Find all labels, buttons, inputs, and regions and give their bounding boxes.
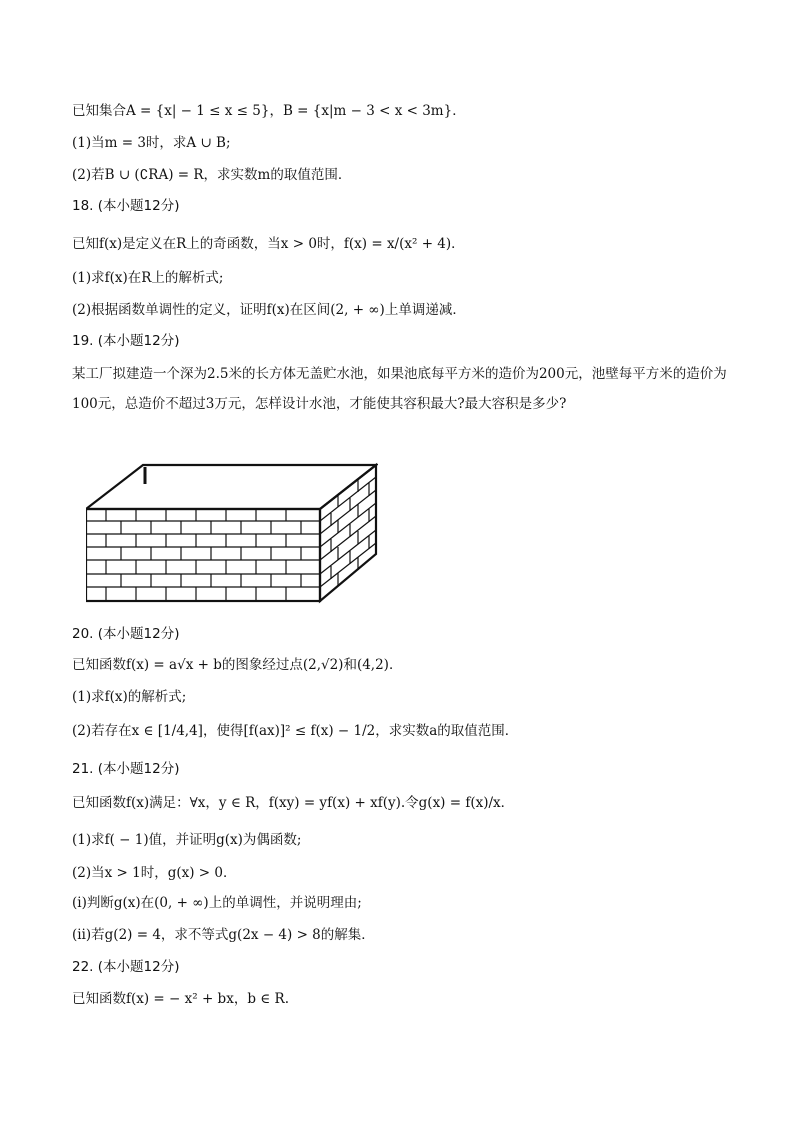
q17-part2: (2)若B ∪ (∁RA) = R，求实数m的取值范围．: [72, 167, 352, 183]
q18-part2: (2)根据函数单调性的定义，证明f(x)在区间(2, + ∞)上单调递减．: [72, 302, 466, 318]
q22-heading: 22. (本小题12分): [72, 959, 180, 975]
q21-heading: 21. (本小题12分): [72, 761, 180, 777]
q22-stem: 已知函数f(x) = − x² + bx，b ∈ R.: [72, 991, 289, 1007]
q21-part1: (1)求f( − 1)值，并证明g(x)为偶函数;: [72, 832, 302, 848]
q17-part1: (1)当m = 3时，求A ∪ B;: [72, 135, 231, 151]
q20-stem: 已知函数f(x) = a√x + b的图象经过点(2,√2)和(4,2)．: [72, 657, 403, 673]
q18-part1: (1)求f(x)在R上的解析式;: [72, 270, 224, 286]
q20-part1: (1)求f(x)的解析式;: [72, 689, 187, 705]
q20-heading: 20. (本小题12分): [72, 626, 180, 642]
q21-part2-i: (ⅰ)判断g(x)在(0, + ∞)上的单调性，并说明理由;: [72, 895, 362, 911]
brick-tank-figure: [86, 462, 378, 604]
q17-set-definition: 已知集合A = {x| − 1 ≤ x ≤ 5}，B = {x|m − 3 < x < 3m}．: [72, 103, 466, 119]
q19-stem: 某工厂拟建造一个深为2.5米的长方体无盖贮水池，如果池底每平方米的造价为200元，池壁每平方米的造价为100元，总造价不超过3万元，怎样设计水池，才能使其容积最大?最大容积是多少?: [72, 366, 727, 412]
q21-part2: (2)当x > 1时，g(x) > 0．: [72, 865, 237, 881]
q19-heading: 19. (本小题12分): [72, 333, 180, 349]
q21-stem: 已知函数f(x)满足：∀x，y ∈ R，f(xy) = yf(x) + xf(y).令g(x) = f(x)/x．: [72, 795, 515, 811]
q18-stem: 已知f(x)是定义在R上的奇函数，当x > 0时，f(x) = x/(x² + 4)．: [72, 236, 465, 252]
q21-part2-ii: (ⅱ)若g(2) = 4，求不等式g(2x − 4) > 8的解集．: [72, 927, 375, 943]
q20-part2: (2)若存在x ∈ [1/4,4]，使得[f(ax)]² ≤ f(x) − 1/2，求实数a的取值范围．: [72, 723, 519, 739]
q18-heading: 18. (本小题12分): [72, 198, 180, 214]
